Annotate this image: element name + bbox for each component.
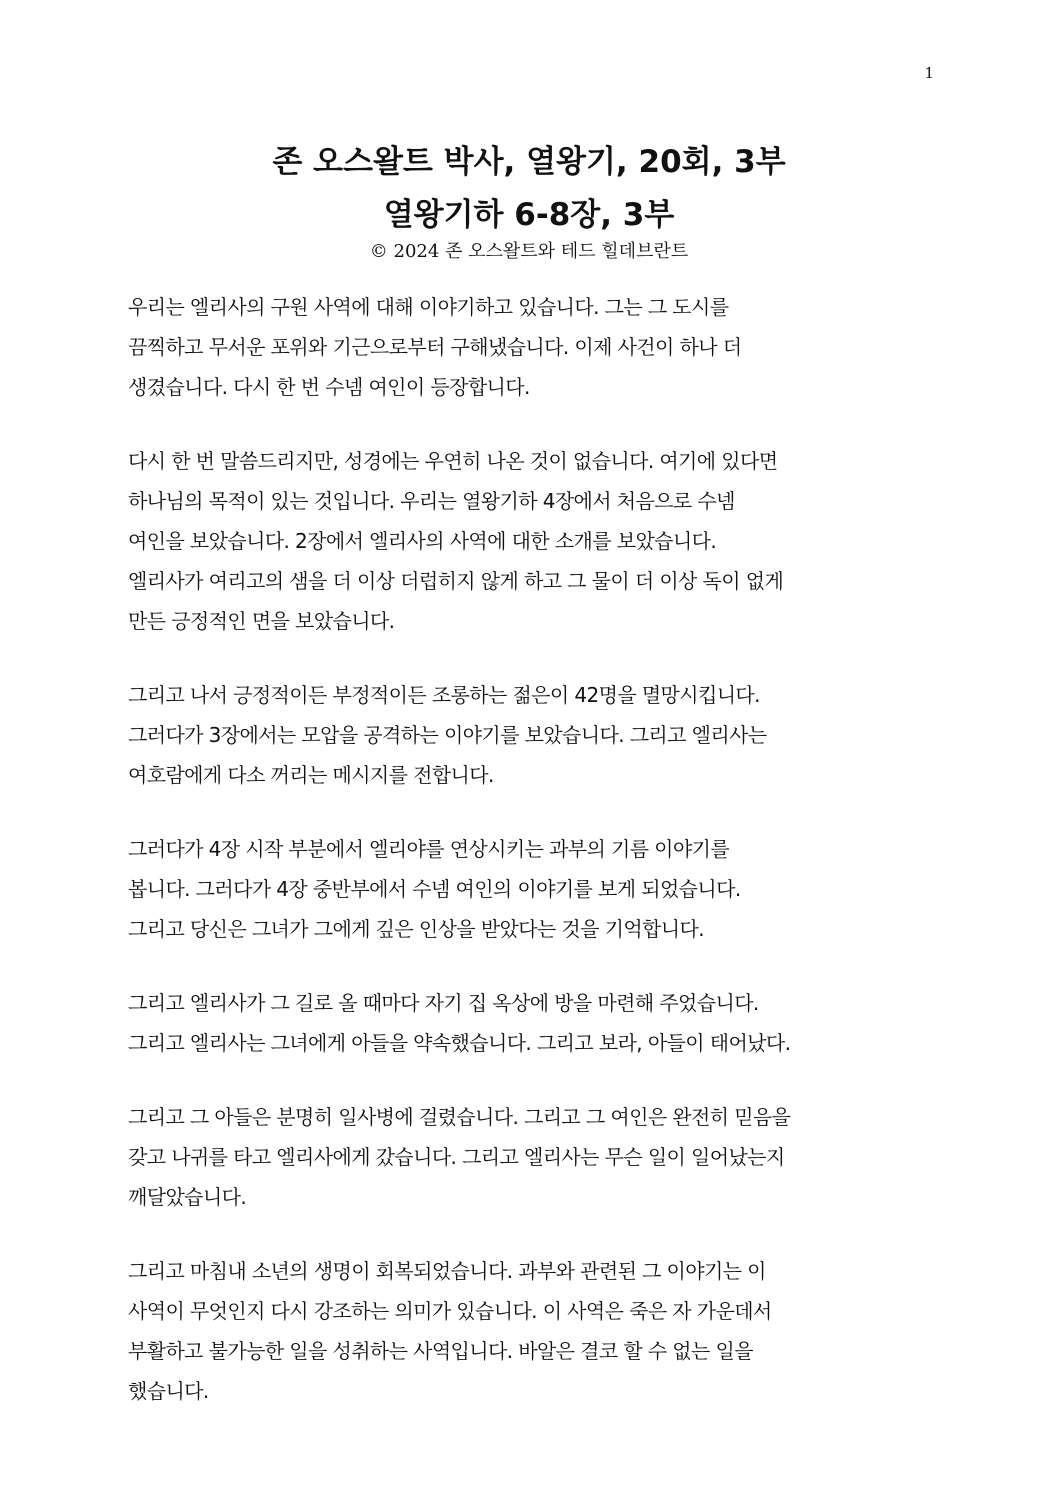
text-line: 그리고 마침내 소년의 생명이 회복되었습니다. 과부와 관련된 그 이야기는 이 (128, 1259, 766, 1283)
paragraph (128, 675, 936, 795)
paragraph (128, 1251, 936, 1411)
text-line: 그리고 그 아들은 분명히 일사병에 걸렸습니다. 그리고 그 여인은 완전히 믿음을 (128, 1105, 791, 1129)
body-text (128, 287, 936, 1445)
document-title-line-2: 열왕기하 6-8장, 3부 (383, 197, 675, 233)
text-line: 그리고 엘리사가 그 길로 올 때마다 자기 집 옥상에 방을 마련해 주었습니다. (128, 991, 759, 1015)
text-line: 하나님의 목적이 있는 것입니다. 우리는 열왕기하 4장에서 처음으로 수넴 (128, 489, 735, 513)
text-line: 여호람에게 다소 꺼리는 메시지를 전합니다. (128, 763, 494, 787)
text-line: 우리는 엘리사의 구원 사역에 대해 이야기하고 있습니다. 그는 그 도시를 (128, 295, 729, 319)
text-line: 생겼습니다. 다시 한 번 수넴 여인이 등장합니다. (128, 375, 530, 399)
text-line: 그러다가 3장에서는 모압을 공격하는 이야기를 보았습니다. 그리고 엘리사는 (128, 723, 767, 747)
document-title-line-1: 존 오스왈트 박사, 열왕기, 20회, 3부 (272, 144, 786, 180)
text-line: 만든 긍정적인 면을 보았습니다. (128, 609, 395, 633)
paragraph (128, 287, 936, 407)
text-line: 여인을 보았습니다. 2장에서 엘리사의 사역에 대한 소개를 보았습니다. (128, 529, 717, 553)
text-line: 깨달았습니다. (128, 1185, 247, 1209)
text-line: 그러다가 4장 시작 부분에서 엘리야를 연상시키는 과부의 기름 이야기를 (128, 837, 730, 861)
text-line: 끔찍하고 무서운 포위와 기근으로부터 구해냈습니다. 이제 사건이 하나 더 (128, 335, 742, 359)
text-line: 엘리사가 여리고의 샘을 더 이상 더럽히지 않게 하고 그 물이 더 이상 독이 없게 (128, 569, 784, 593)
text-line: 부활하고 불가능한 일을 성취하는 사역입니다. 바알은 결코 할 수 없는 일을 (128, 1339, 753, 1363)
text-line: 봅니다. 그러다가 4장 중반부에서 수넴 여인의 이야기를 보게 되었습니다. (128, 877, 741, 901)
text-line: 다시 한 번 말씀드리지만, 성경에는 우연히 나온 것이 없습니다. 여기에 있다면 (128, 449, 778, 473)
text-line: 그리고 당신은 그녀가 그에게 깊은 인상을 받았다는 것을 기억합니다. (128, 917, 704, 941)
text-line: 그리고 나서 긍정적이든 부정적이든 조롱하는 젊은이 42명을 멸망시킵니다. (128, 683, 760, 707)
paragraph (128, 829, 936, 949)
paragraph (128, 441, 936, 641)
text-line: 그리고 엘리사는 그녀에게 아들을 약속했습니다. 그리고 보라, 아들이 태어났다. (128, 1031, 791, 1055)
text-line: 했습니다. (128, 1379, 209, 1403)
page-number: 1 (924, 64, 934, 82)
copyright-notice: © 2024 존 오스왈트와 테드 힐데브란트 (369, 241, 689, 262)
paragraph (128, 983, 936, 1063)
text-line: 사역이 무엇인지 다시 강조하는 의미가 있습니다. 이 사역은 죽은 자 가운데서 (128, 1299, 772, 1323)
text-line: 갖고 나귀를 타고 엘리사에게 갔습니다. 그리고 엘리사는 무슨 일이 일어났는지 (128, 1145, 785, 1169)
paragraph (128, 1097, 936, 1217)
